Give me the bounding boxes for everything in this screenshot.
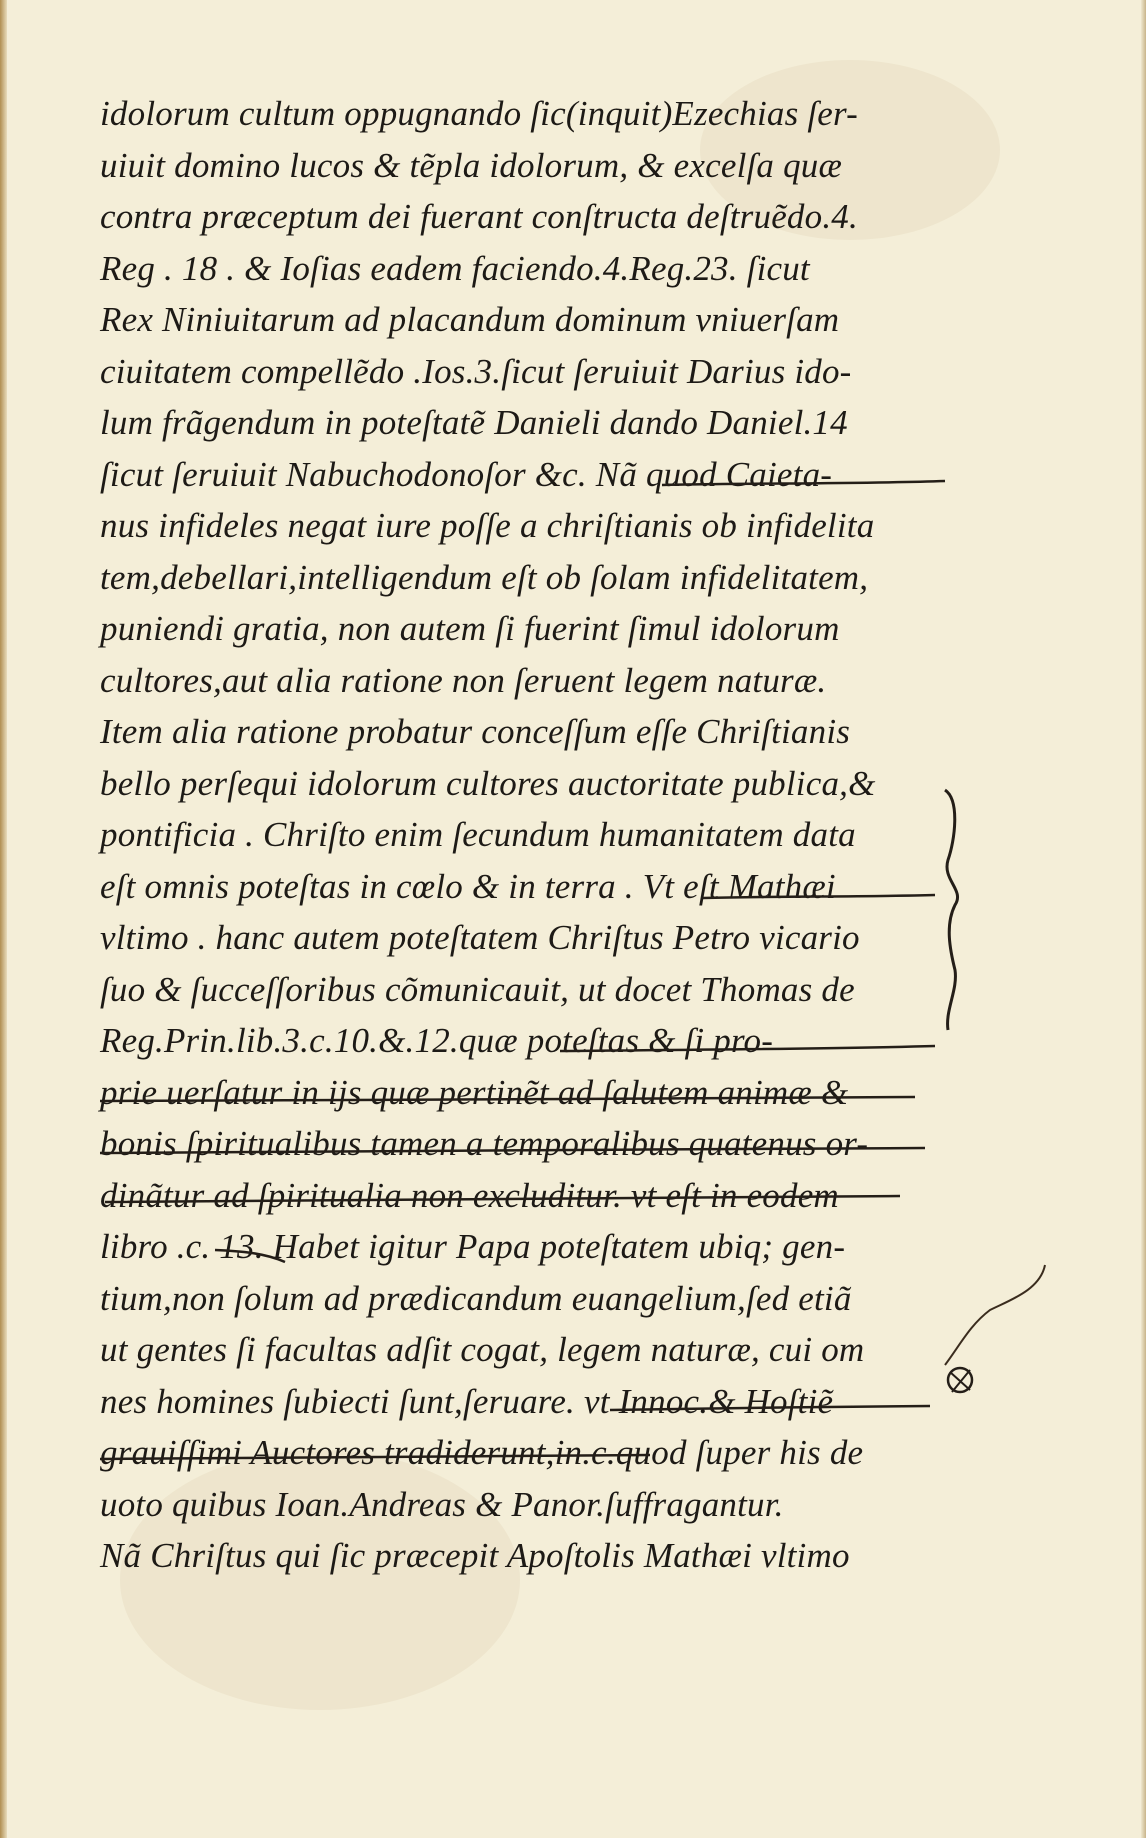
text-line: bonis ſpiritualibus tamen a temporalibus quatenus or-	[100, 1124, 869, 1163]
text-line: cultores,aut alia ratione non ſeruent legem naturæ.	[100, 660, 827, 700]
text-line: Nã Chriſtus qui ſic præcepit Apoſtolis Mathæi vltimo	[100, 1536, 850, 1575]
ink-margin-stroke	[945, 1265, 1045, 1365]
text-line: ſicut ſeruiuit Nabuchodonoſor &c. Nã quod Caieta-	[100, 454, 833, 494]
text-line: Item alia ratione probatur conceſſum eſſe Chriſtianis	[100, 712, 851, 751]
text-line: nes homines ſubiecti ſunt,ſeruare. vt Innoc.& Hoſtiẽ	[100, 1381, 834, 1421]
text-line: ciuitatem compellẽdo .Ios.3.ſicut ſeruiuit Darius ido-	[100, 351, 852, 391]
text-line: uiuit domino lucos & tẽpla idolorum, & excelſa quæ	[100, 145, 843, 185]
text-line: pontificia . Chriſto enim ſecundum humanitatem data	[100, 815, 856, 854]
text-line: Reg . 18 . & Ioſias eadem faciendo.4.Reg.23. ſicut	[100, 248, 810, 288]
text-line: tem,debellari,intelligendum eſt ob ſolam infidelitatem,	[100, 557, 869, 597]
text-line: ſuo & ſucceſſoribus cõmunicauit, ut docet Thomas de	[100, 969, 855, 1009]
text-line: ut gentes ſi facultas adſit cogat, legem naturæ, cui om	[100, 1330, 865, 1369]
text-line: Reg.Prin.lib.3.c.10.&.12.quæ poteſtas & ſi pro-	[100, 1021, 774, 1060]
text-line: contra præceptum dei fuerant conſtructa deſtruẽdo.4.	[100, 197, 858, 236]
text-line: puniendi gratia, non autem ſi fuerint ſimul idolorum	[100, 609, 840, 648]
text-line: libro .c. 13. Habet igitur Papa poteſtatem ubiq; gen-	[100, 1227, 846, 1266]
text-line: prie uerſatur in ijs quæ pertinẽt ad ſalutem animæ &	[100, 1072, 849, 1112]
text-line: bello perſequi idolorum cultores auctoritate publica,&	[100, 763, 876, 803]
text-line: tium,non ſolum ad prædicandum euangelium,ſed etiã	[100, 1278, 852, 1318]
text-line: vltimo . hanc autem poteſtatem Chriſtus Petro vicario	[100, 918, 860, 957]
printed-text-block	[100, 88, 960, 1582]
text-line: idolorum cultum oppugnando ſic(inquit)Ezechias ſer-	[100, 94, 859, 133]
page-left-edge	[0, 0, 7, 1838]
text-line: dinãtur ad ſpiritualia non excluditur. vt eſt in eodem	[100, 1175, 839, 1215]
text-line: grauiſſimi Auctores tradiderunt,in.c.quod ſuper his de	[100, 1433, 864, 1472]
text-line: Rex Niniuitarum ad placandum dominum vniuerſam	[100, 300, 840, 339]
text-line: nus infideles negat iure poſſe a chriſtianis ob infidelita	[100, 506, 875, 545]
text-line: uoto quibus Ioan.Andreas & Panor.ſuffragantur.	[100, 1484, 784, 1524]
text-line: eſt omnis poteſtas in cœlo & in terra . Vt eſt Mathæi	[100, 866, 836, 906]
page-right-edge	[1141, 0, 1146, 1838]
text-line: lum frãgendum in poteſtatẽ Danieli dando Daniel.14	[100, 403, 848, 442]
